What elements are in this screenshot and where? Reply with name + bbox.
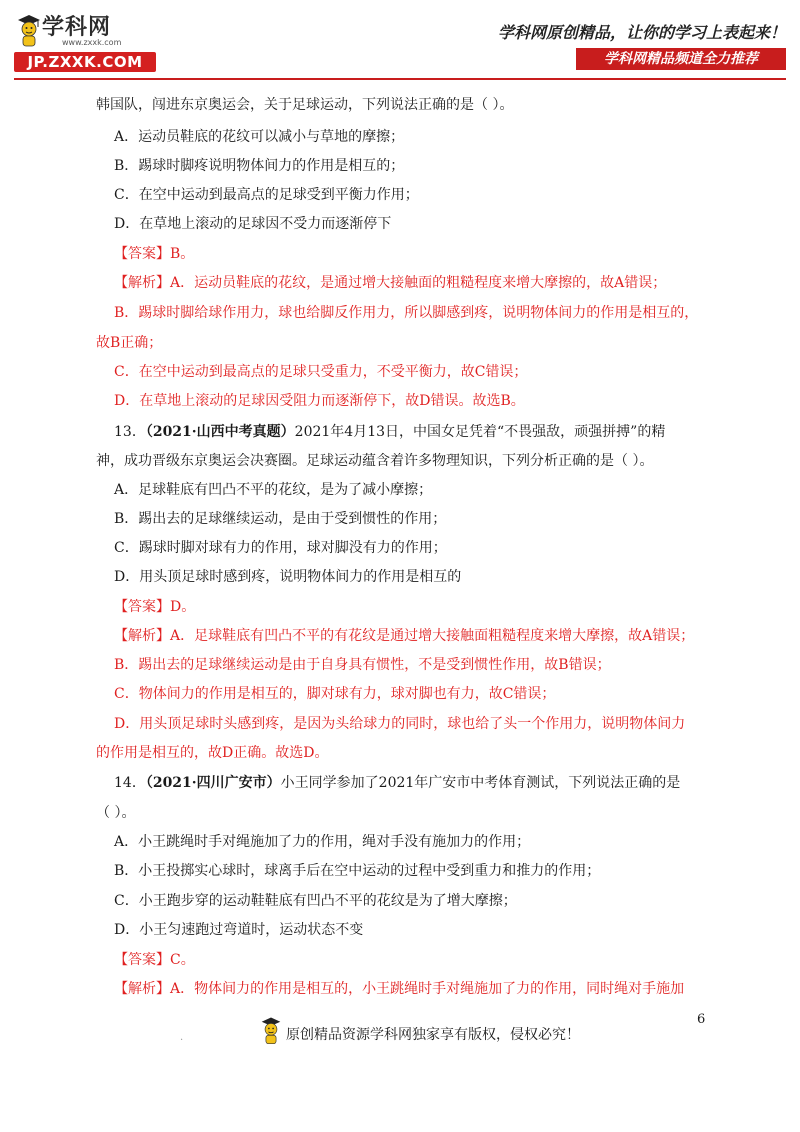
q12-stem: 韩国队，闯进东京奥运会，关于足球运动，下列说法正确的是（ ）。: [96, 97, 514, 113]
q13-option-a: A．足球鞋底有凹凸不平的花纹，是为了减小摩擦；: [114, 482, 433, 498]
q13-stem-cont: 神，成功晋级东京奥运会决赛圈。足球运动蕴含着许多物理知识，下列分析正确的是（ ）。: [96, 453, 654, 469]
q12-option-c: C．在空中运动到最高点的足球受到平衡力作用；: [114, 187, 419, 203]
header-slogan: 学科网原创精品，让你的学习上表起来！: [497, 23, 786, 42]
question-stem-text: 小王同学参加了2021年广安市中考体育测试，下列说法正确的是: [280, 775, 681, 791]
q14-answer: [96, 951, 195, 969]
answer-label: 【答案】: [114, 599, 170, 615]
page-number: 6: [697, 1012, 706, 1027]
explanation-text: A．足球鞋底有凹凸不平的有花纹是通过增大接触面粗糙程度来增大摩擦，故A错误；: [170, 628, 695, 644]
q13-answer: [96, 598, 195, 616]
answer-label: 【答案】: [114, 952, 170, 968]
explanation-label: 【解析】: [114, 981, 170, 997]
q14-option-b: B．小王投掷实心球时，球离手后在空中运动的过程中受到重力和推力的作用；: [114, 863, 601, 879]
q14-stem-cont: （ ）。: [96, 805, 136, 821]
mascot-icon: [16, 14, 42, 48]
q12-explanation-c: C．在空中运动到最高点的足球只受重力，不受平衡力，故C错误；: [114, 364, 528, 380]
q13-explanation-b: B．踢出去的足球继续运动是由于自身具有惯性，不是受到惯性作用，故B错误；: [114, 657, 611, 673]
q12-option-d: D．在草地上滚动的足球因不受力而逐渐停下: [114, 216, 392, 232]
q13-stem: [96, 423, 665, 441]
mascot-icon: [260, 1016, 282, 1046]
explanation-label: 【解析】: [114, 275, 170, 291]
header-divider: [14, 78, 786, 80]
site-badge[interactable]: JP.ZXXK.COM: [14, 52, 156, 72]
q14-option-d: D．小王匀速跑过弯道时，运动状态不变: [114, 922, 364, 938]
q12-option-a: A．运动员鞋底的花纹可以减小与草地的摩擦；: [114, 129, 405, 145]
q12-explanation-d: D．在草地上滚动的足球因受阻力而逐渐停下，故D错误。故选B。: [114, 393, 525, 409]
q13-explanation-d-cont: 的作用是相互的，故D正确。故选D。: [96, 745, 329, 761]
q13-explanation-a: [96, 627, 694, 645]
q13-option-c: C．踢球时脚对球有力的作用，球对脚没有力的作用；: [114, 540, 447, 556]
question-source: （2021·山西中考真题）: [145, 424, 295, 440]
q13-explanation-c: C．物体间力的作用是相互的，脚对球有力，球对脚也有力，故C错误；: [114, 686, 556, 702]
explanation-text: A．运动员鞋底的花纹，是通过增大接触面的粗糙程度来增大摩擦的，故A错误；: [170, 275, 667, 291]
logo-url: www.zxxk.com: [62, 38, 122, 47]
question-number: 14．: [114, 775, 146, 791]
header-banner: 学科网精品频道全力推荐: [576, 48, 786, 70]
answer-value: B。: [170, 246, 195, 262]
q12-explanation-a: [96, 274, 666, 292]
q14-stem: [96, 774, 680, 792]
question-number: 13．: [114, 424, 146, 440]
q14-explanation-a: [96, 980, 684, 998]
q12-explanation-b: B．踢球时脚给球作用力，球也给脚反作用力，所以脚感到疼，说明物体间力的作用是相互的，: [114, 305, 699, 321]
q13-explanation-d: D．用头顶足球时头感到疼，是因为头给球力的同时，球也给了头一个作用力，说明物体间力: [114, 716, 686, 732]
q14-option-c: C．小王跑步穿的运动鞋鞋底有凹凸不平的花纹是为了增大摩擦；: [114, 893, 517, 909]
question-source: （2021·四川广安市）: [145, 775, 281, 791]
question-stem-text: 2021年4月13日，中国女足凭着“不畏强敌，顽强拼搏”的精: [294, 424, 666, 440]
explanation-label: 【解析】: [114, 628, 170, 644]
footer-copyright: 原创精品资源学科网独家享有版权，侵权必究！: [286, 1027, 580, 1043]
answer-value: D。: [170, 599, 196, 615]
page-header: [0, 0, 800, 80]
answer-label: 【答案】: [114, 246, 170, 262]
answer-value: C。: [170, 952, 195, 968]
q12-answer: [96, 245, 194, 263]
q12-option-b: B．踢球时脚疼说明物体间力的作用是相互的；: [114, 158, 405, 174]
q12-explanation-b-cont: 故B正确；: [96, 335, 163, 351]
q13-option-b: B．踢出去的足球继续运动，是由于受到惯性的作用；: [114, 511, 447, 527]
q13-option-d: D．用头顶足球时感到疼，说明物体间力的作用是相互的: [114, 569, 462, 585]
q14-option-a: A．小王跳绳时手对绳施加了力的作用，绳对手没有施加力的作用；: [114, 834, 531, 850]
explanation-text: A．物体间力的作用是相互的，小王跳绳时手对绳施加了力的作用，同时绳对手施加: [170, 981, 685, 997]
logo-text: 学科网: [42, 15, 112, 40]
footer-dot: .: [180, 1032, 184, 1043]
